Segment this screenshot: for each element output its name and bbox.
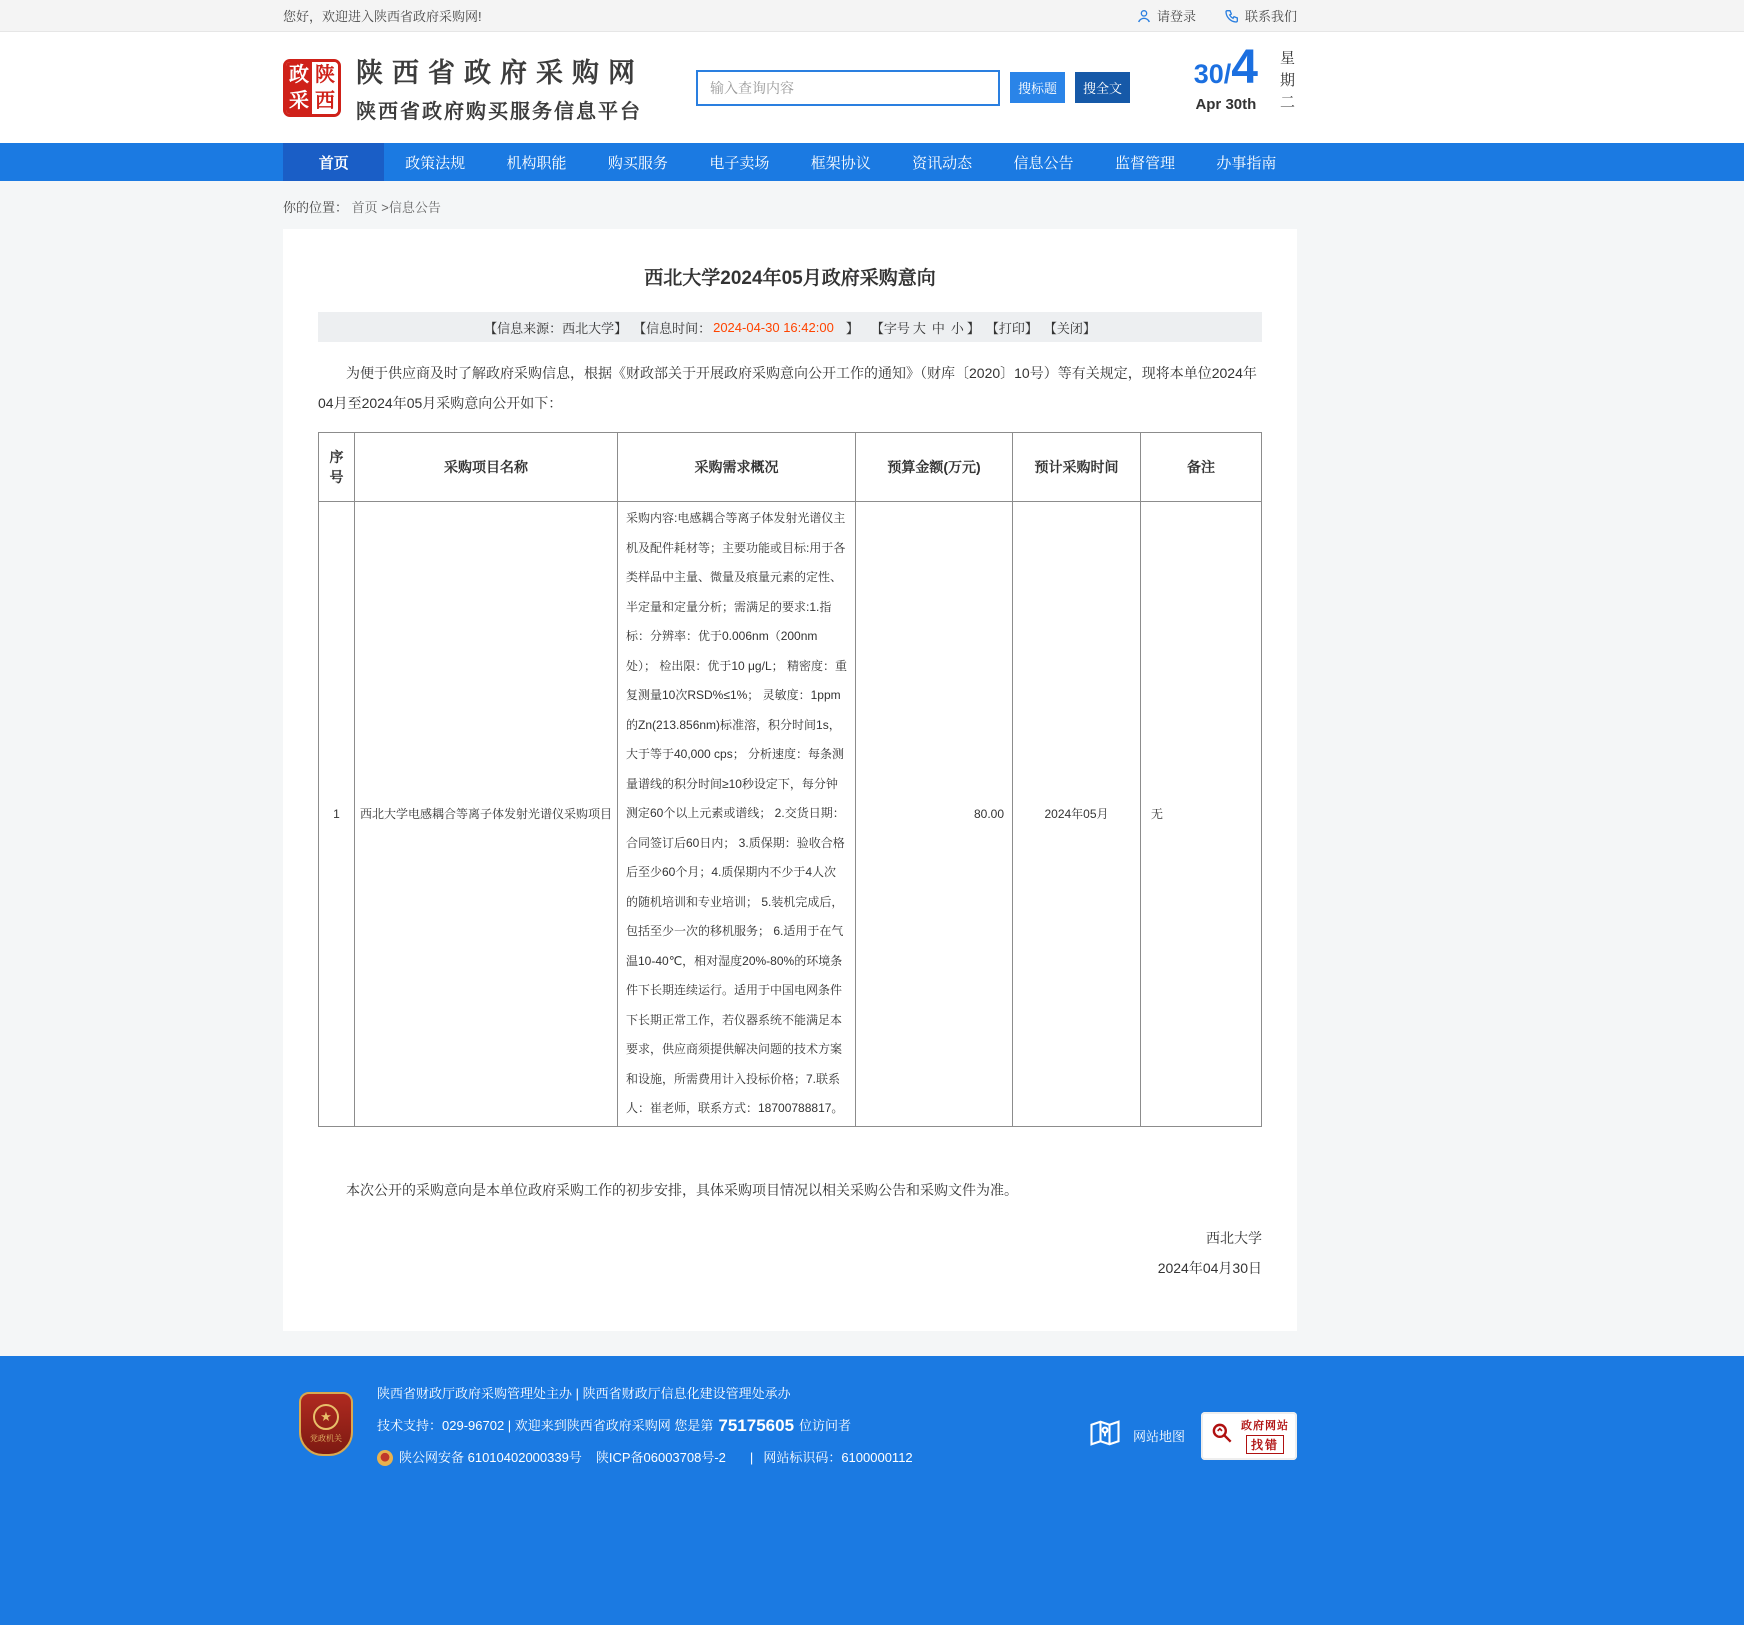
site-subtitle: 陕西省政府购买服务信息平台 bbox=[356, 101, 642, 123]
col-header-remark: 备注 bbox=[1141, 433, 1262, 502]
signature-date: 2024年04月30日 bbox=[1157, 1259, 1262, 1276]
footer-divider: | bbox=[749, 1449, 754, 1465]
main-nav bbox=[0, 143, 1744, 181]
intro-paragraph: 为便于供应商及时了解政府采购信息，根据《财政部关于开展政府采购意向公开工作的通知》（财库〔2020〕10号）等有关规定，现将本单位2024年04月至2024年05月采购意向公开如下： bbox=[318, 365, 1257, 411]
date-day: 30 bbox=[1193, 59, 1224, 90]
magnifier-icon bbox=[1209, 1420, 1235, 1451]
police-badge-icon bbox=[377, 1450, 393, 1466]
site-code-text: 网站标识码：6100000112 bbox=[763, 1449, 913, 1465]
article-card bbox=[283, 229, 1297, 1331]
search-fulltext-button[interactable]: 搜全文 bbox=[1075, 72, 1130, 103]
cell-summary: 采购内容:电感耦合等离子体发射光谱仪主机及配件耗材等；主要功能或目标:用于各类样品中主量、微量及痕量元素的定性、半定量和定量分析；需满足的要求:1.指标：分辨率：优于0.006nm（200nm处）； 检出限：优于10 μg/L； 精密度：重复测量10次RSD%≤1%； 灵敏度：1ppm的Zn(213.856nm)标准溶，积分时间1s，大于等于40,000 cps； 分析速度：每条测量谱线的积分时间≥10秒设定下，每分钟测定60个以上元素或谱线； 2.交货日期：合同签订后60日内； 3.质保期：验收合格后至少60个月；4.质保期内不少于4人次的随机培训和专业培训； 5.装机完成后，包括至少一次的移机服务； 6.适用于在气温10-40℃，相对湿度20%-80%的环境条件下长期连续运行。适用于中国电网条件下长期正常工作，若仪器系统不能满足本要求，供应商须提供解决问题的技术方案和设施，所需费用计入投标价格；7.联系人：崔老师，联系方式：18700788817。 bbox=[618, 502, 856, 1127]
cell-budget: 80.00 bbox=[856, 502, 1013, 1127]
emblem-label: 党政机关 bbox=[310, 1433, 342, 1443]
nav-item-home[interactable]: 首页 bbox=[283, 143, 384, 181]
icp-record-link[interactable]: 陕ICP备06003708号-2 bbox=[595, 1449, 726, 1465]
breadcrumb bbox=[283, 181, 1297, 229]
nav-item-supervision[interactable]: 监督管理 bbox=[1114, 154, 1175, 172]
user-icon bbox=[1136, 8, 1152, 24]
meta-time-value: 2024-04-30 16:42:00 bbox=[713, 319, 834, 335]
nav-item-news[interactable]: 资讯动态 bbox=[912, 154, 973, 172]
col-header-summary: 采购需求概况 bbox=[618, 433, 856, 502]
meta-fontsize-prefix: 【字号 bbox=[870, 320, 910, 336]
sitemap-label: 网站地图 bbox=[1132, 1429, 1185, 1444]
search-area bbox=[696, 70, 1130, 106]
signature-block bbox=[318, 1223, 1262, 1283]
site-name: 陕西省政府采购网 bbox=[356, 58, 644, 88]
meta-source: 【信息来源：西北大学】 bbox=[484, 320, 628, 336]
seal-char: 西 bbox=[312, 88, 338, 114]
col-header-name: 采购项目名称 bbox=[355, 433, 618, 502]
sitemap-link[interactable] bbox=[1087, 1415, 1185, 1456]
contact-link[interactable] bbox=[1224, 6, 1297, 25]
meta-time-prefix: 【信息时间： bbox=[633, 320, 712, 336]
cell-remark: 无 bbox=[1141, 502, 1262, 1127]
login-label: 请登录 bbox=[1156, 9, 1196, 24]
footer-record-line bbox=[377, 1450, 913, 1466]
date-block bbox=[1193, 40, 1297, 128]
table-header-row bbox=[319, 433, 1262, 502]
article-title: 西北大学2024年05月政府采购意向 bbox=[644, 268, 936, 289]
contact-label: 联系我们 bbox=[1244, 9, 1297, 24]
footer-organizer-line bbox=[377, 1386, 913, 1402]
government-emblem-icon bbox=[299, 1392, 353, 1456]
breadcrumb-current-link[interactable]: 信息公告 bbox=[388, 200, 441, 215]
footer-support-prefix: 技术支持：029-96702 | 欢迎来到陕西省政府采购网 您是第 bbox=[377, 1417, 714, 1433]
closing-paragraph: 本次公开的采购意向是本单位政府采购工作的初步安排，具体采购项目情况以相关采购公告和采购文件为准。 bbox=[346, 1181, 1018, 1198]
footer-support-line bbox=[377, 1415, 913, 1435]
cell-time: 2024年05月 bbox=[1013, 502, 1141, 1127]
nav-item-framework-agreement[interactable]: 框架协议 bbox=[810, 154, 871, 172]
nav-item-policies[interactable]: 政策法规 bbox=[405, 154, 466, 172]
error-badge-title: 政府网站 bbox=[1241, 1420, 1289, 1432]
procurement-table bbox=[318, 432, 1262, 1127]
sitemap-icon bbox=[1087, 1415, 1123, 1456]
seal-char: 政 bbox=[286, 62, 312, 88]
login-link[interactable] bbox=[1136, 6, 1196, 25]
meta-fontsize-suffix: 】 bbox=[966, 320, 980, 336]
nav-item-announcements[interactable]: 信息公告 bbox=[1013, 154, 1074, 172]
visitor-count: 75175605 bbox=[718, 1415, 795, 1435]
emblem-star-icon: ★ bbox=[313, 1404, 339, 1430]
breadcrumb-label: 你的位置： bbox=[283, 200, 349, 215]
top-bar bbox=[0, 0, 1744, 32]
signature-org: 西北大学 bbox=[1206, 1229, 1262, 1246]
weekday-text: 星期二 bbox=[1278, 49, 1295, 116]
col-header-no: 序号 bbox=[319, 433, 355, 502]
article-meta-bar bbox=[318, 312, 1262, 342]
site-header bbox=[0, 32, 1744, 143]
footer-organizer-text: 陕西省财政厅政府采购管理处主办 | 陕西省财政厅信息化建设管理处承办 bbox=[377, 1385, 791, 1401]
site-footer bbox=[0, 1356, 1744, 1625]
date-month: 4 bbox=[1231, 40, 1258, 94]
seal-char: 采 bbox=[286, 88, 312, 114]
date-separator: / bbox=[1223, 59, 1232, 90]
font-size-medium-button[interactable]: 中 bbox=[931, 320, 945, 336]
welcome-text: 您好，欢迎进入陕西省政府采购网! bbox=[283, 9, 482, 24]
nav-item-functions[interactable]: 机构职能 bbox=[506, 154, 567, 172]
breadcrumb-separator: > bbox=[381, 200, 389, 215]
nav-item-service-guide[interactable]: 办事指南 bbox=[1216, 154, 1277, 172]
police-record-link[interactable]: 陕公网安备 61010402000339号 bbox=[399, 1449, 582, 1465]
cell-project-name: 西北大学电感耦合等离子体发射光谱仪采购项目 bbox=[355, 502, 618, 1127]
breadcrumb-home-link[interactable]: 首页 bbox=[351, 200, 378, 215]
date-english: Apr 30th bbox=[1195, 96, 1257, 114]
seal-char: 陕 bbox=[312, 62, 338, 88]
main-area bbox=[0, 181, 1744, 1356]
error-report-badge[interactable] bbox=[1201, 1412, 1297, 1460]
nav-item-purchase-services[interactable]: 购买服务 bbox=[607, 154, 668, 172]
error-badge-subtitle: 找错 bbox=[1246, 1435, 1284, 1454]
cell-no: 1 bbox=[319, 502, 355, 1127]
font-size-small-button[interactable]: 小 bbox=[950, 320, 964, 336]
site-logo bbox=[283, 51, 644, 124]
col-header-budget: 预算金额(万元) bbox=[856, 433, 1013, 502]
search-title-button[interactable]: 搜标题 bbox=[1010, 72, 1065, 103]
close-button[interactable]: 【关闭】 bbox=[1043, 320, 1096, 336]
print-button[interactable]: 【打印】 bbox=[985, 320, 1038, 336]
seal-logo-icon bbox=[283, 59, 341, 117]
phone-icon bbox=[1224, 8, 1240, 24]
font-size-large-button[interactable]: 大 bbox=[912, 320, 926, 336]
col-header-time: 预计采购时间 bbox=[1013, 433, 1141, 502]
search-input[interactable] bbox=[696, 70, 1000, 106]
table-row bbox=[319, 502, 1262, 1127]
nav-item-e-marketplace[interactable]: 电子卖场 bbox=[709, 154, 770, 172]
footer-support-suffix: 位访问者 bbox=[799, 1417, 852, 1433]
meta-time-suffix: 】 bbox=[845, 320, 859, 336]
